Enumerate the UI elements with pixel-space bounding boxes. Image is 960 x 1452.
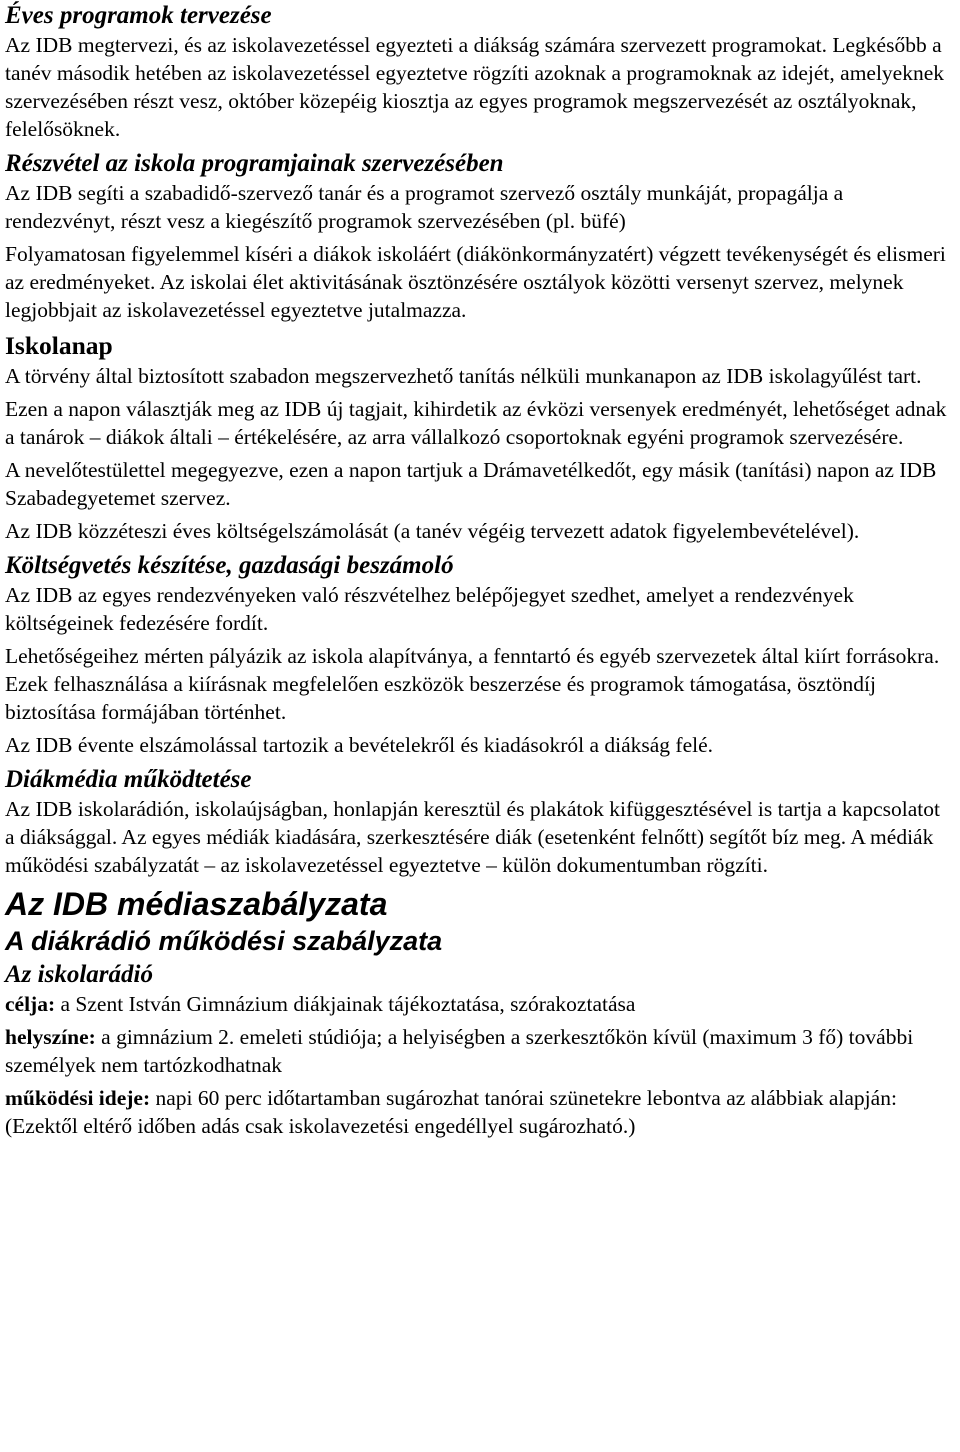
section-heading-program-participation: Részvétel az iskola programjainak szervezésében: [5, 150, 504, 177]
item-text: napi 60 perc időtartamban sugározhat tanórai szünetekre lebontva az alábbiak alapján: (Ezektől eltérő időben adás csak iskolavezetési engedéllyel sugározható.): [5, 1086, 897, 1138]
section-heading-media-regulation: Az IDB médiaszabályzata: [5, 886, 388, 922]
item-label: helyszíne:: [5, 1025, 96, 1049]
section-heading-annual-programs: Éves programok tervezése: [5, 2, 272, 29]
paragraph: Az IDB az egyes rendezvényeken való részvételhez belépőjegyet szedhet, amelyet a rendezvények költségeinek fedezésére fordít.: [5, 583, 854, 635]
section-heading-budget: Költségvetés készítése, gazdasági beszámoló: [5, 552, 454, 579]
radio-location-item: [5, 1023, 954, 1079]
item-label: működési ideje:: [5, 1086, 151, 1110]
item-label: célja:: [5, 992, 56, 1016]
radio-purpose-item: [5, 990, 954, 1018]
item-text: a gimnázium 2. emeleti stúdiója; a helyiségben a szerkesztőkön kívül (maximum 3 fő) további személyek nem tartózkodhatnak: [5, 1025, 914, 1077]
paragraph: Folyamatosan figyelemmel kíséri a diákok iskoláért (diákönkormányzatért) végzett tevékenységét és elismeri az eredményeket. Az iskolai élet aktivitásának ösztönzésére osztályok közötti versenyt szervez, melynek legjobbjait az iskolavezetéssel egyeztetve jutalmazza.: [5, 242, 946, 322]
paragraph: Az IDB közzéteszi éves költségelszámolását (a tanév végéig tervezett adatok figyelembevételével).: [5, 519, 860, 543]
paragraph: Lehetőségeihez mérten pályázik az iskola alapítványa, a fenntartó és egyéb szervezetek által kiírt forrásokra. Ezek felhasználása a kiírásnak megfelelően eszközök beszerzése és programok támogatása, ösztöndíj biztosítása formájában történhet.: [5, 644, 940, 724]
section-heading-school-radio: Az iskolarádió: [5, 961, 153, 988]
paragraph: Az IDB segíti a szabadidő-szervező tanár és a programot szervező osztály munkáját, propagálja a rendezvényt, részt vesz a kiegészítő programok szervezésében (pl. büfé): [5, 181, 844, 233]
paragraph: Az IDB iskolarádión, iskolaújságban, honlapján keresztül és plakátok kifüggesztésével is tartja a kapcsolatot a diáksággal. Az egyes médiák kiadására, szerkesztésére diák (esetenként felnőtt) segítőt bíz meg. A médiák működési szabályzatát – az iskolavezetéssel egyeztetve – külön dokumentumban rögzíti.: [5, 797, 940, 877]
paragraph: A törvény által biztosított szabadon megszervezhető tanítás nélküli munkanapon az IDB iskolagyűlést tart.: [5, 364, 922, 388]
section-heading-student-media: Diákmédia működtetése: [5, 766, 252, 793]
radio-operating-time-item: [5, 1084, 954, 1140]
paragraph: Az IDB évente elszámolással tartozik a bevételekről és kiadásokról a diákság felé.: [5, 733, 714, 757]
item-text: a Szent István Gimnázium diákjainak tájékoztatása, szórakoztatása: [55, 992, 636, 1016]
section-heading-school-day: Iskolanap: [5, 331, 113, 360]
paragraph: A nevelőtestülettel megegyezve, ezen a napon tartjuk a Drámavetélkedőt, egy másik (tanítási) napon az IDB Szabadegyetemet szervez.: [5, 458, 937, 510]
paragraph: Az IDB megtervezi, és az iskolavezetéssel egyezteti a diákság számára szervezett programokat. Legkésőbb a tanév második hetében az iskolavezetéssel egyeztetve rögzíti azoknak a programoknak az idejét, amelyeknek szervezésében részt vesz, október közepéig kiosztja az egyes programok megszervezését az osztályoknak, felelősöknek.: [5, 33, 945, 141]
section-heading-radio-regulation: A diákrádió működési szabályzata: [5, 926, 443, 956]
paragraph: Ezen a napon választják meg az IDB új tagjait, kihirdetik az évközi versenyek eredményét, lehetőséget adnak a tanárok – diákok általi – értékelésére, az arra vállalkozó csoportoknak egyéni programok szervezésére.: [5, 397, 947, 449]
